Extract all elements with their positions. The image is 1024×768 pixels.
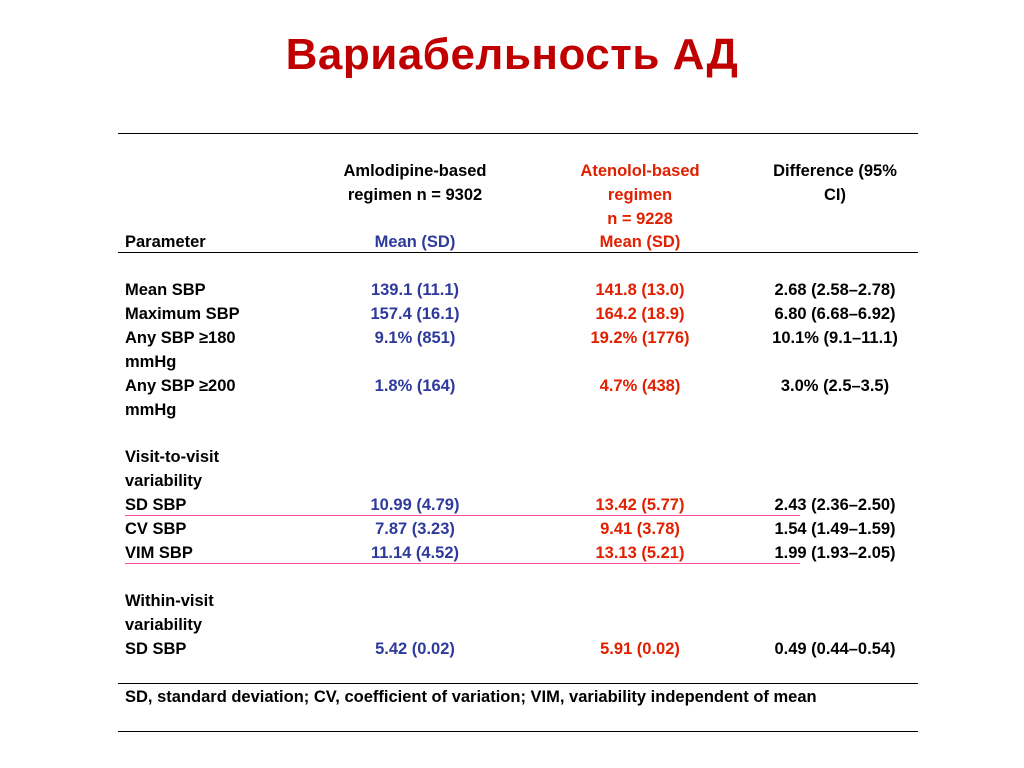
header-difference-line2: CI) xyxy=(824,186,846,204)
row-param: Any SBP ≥200 xyxy=(125,377,236,395)
row-amlodipine: 11.14 (4.52) xyxy=(370,544,460,562)
row-atenolol: 13.13 (5.21) xyxy=(595,544,685,562)
row-param-cont: mmHg xyxy=(125,401,177,419)
row-difference: 1.54 (1.49–1.59) xyxy=(774,520,896,538)
page-title: Вариабельность АД xyxy=(285,30,739,79)
row-difference: 10.1% (9.1–11.1) xyxy=(772,329,898,347)
header-difference-line1: Difference (95% xyxy=(773,162,897,180)
row-param: SD SBP xyxy=(125,496,187,514)
row-param-cont: mmHg xyxy=(125,353,177,371)
table-top-rule xyxy=(118,133,918,134)
header-atenolol-line3: n = 9228 xyxy=(607,210,673,228)
row-amlodipine: 9.1% (851) xyxy=(374,329,456,347)
row-atenolol: 141.8 (13.0) xyxy=(595,281,685,299)
row-atenolol: 9.41 (3.78) xyxy=(600,520,680,538)
row-amlodipine: 139.1 (11.1) xyxy=(370,281,460,299)
header-amlodipine-line2: regimen n = 9302 xyxy=(347,186,483,204)
row-atenolol: 5.91 (0.02) xyxy=(600,640,680,658)
row-difference: 2.43 (2.36–2.50) xyxy=(774,496,896,514)
header-amlodipine-line1: Amlodipine-based xyxy=(343,162,487,180)
row-amlodipine: 7.87 (3.23) xyxy=(375,520,455,538)
row-param: Any SBP ≥180 xyxy=(125,329,236,347)
row-atenolol: 164.2 (18.9) xyxy=(595,305,685,323)
header-mean-sd-amlodipine: Mean (SD) xyxy=(374,233,456,251)
row-param: Maximum SBP xyxy=(125,305,240,323)
row-amlodipine: 10.99 (4.79) xyxy=(370,496,460,514)
section-within-heading: Within-visit xyxy=(125,592,214,610)
row-difference: 6.80 (6.68–6.92) xyxy=(774,305,896,323)
table-bottom-rule xyxy=(118,731,918,732)
section-visit-heading-cont: variability xyxy=(125,472,203,490)
row-difference: 0.49 (0.44–0.54) xyxy=(774,640,896,658)
row-amlodipine: 157.4 (16.1) xyxy=(370,305,460,323)
row-difference: 1.99 (1.93–2.05) xyxy=(774,544,896,562)
header-atenolol-line1: Atenolol-based xyxy=(580,162,700,180)
header-mean-sd-atenolol: Mean (SD) xyxy=(599,233,681,251)
section-within-heading-cont: variability xyxy=(125,616,203,634)
row-atenolol: 19.2% (1776) xyxy=(590,329,690,347)
row-amlodipine: 5.42 (0.02) xyxy=(375,640,455,658)
row-param: VIM SBP xyxy=(125,544,193,562)
row-atenolol: 13.42 (5.77) xyxy=(595,496,685,514)
row-difference: 2.68 (2.58–2.78) xyxy=(774,281,896,299)
footnote-top-rule xyxy=(118,683,918,684)
section-visit-heading: Visit-to-visit xyxy=(125,448,220,466)
row-param: Mean SBP xyxy=(125,281,206,299)
row-param: SD SBP xyxy=(125,640,187,658)
row-param: CV SBP xyxy=(125,520,187,538)
header-atenolol-line2: regimen xyxy=(607,186,673,204)
row-atenolol: 4.7% (438) xyxy=(599,377,681,395)
row-difference: 3.0% (2.5–3.5) xyxy=(780,377,890,395)
row-amlodipine: 1.8% (164) xyxy=(374,377,456,395)
table-footnote: SD, standard deviation; CV, coefficient of variation; VIM, variability independent of mean xyxy=(125,688,817,706)
header-parameter: Parameter xyxy=(125,233,206,251)
